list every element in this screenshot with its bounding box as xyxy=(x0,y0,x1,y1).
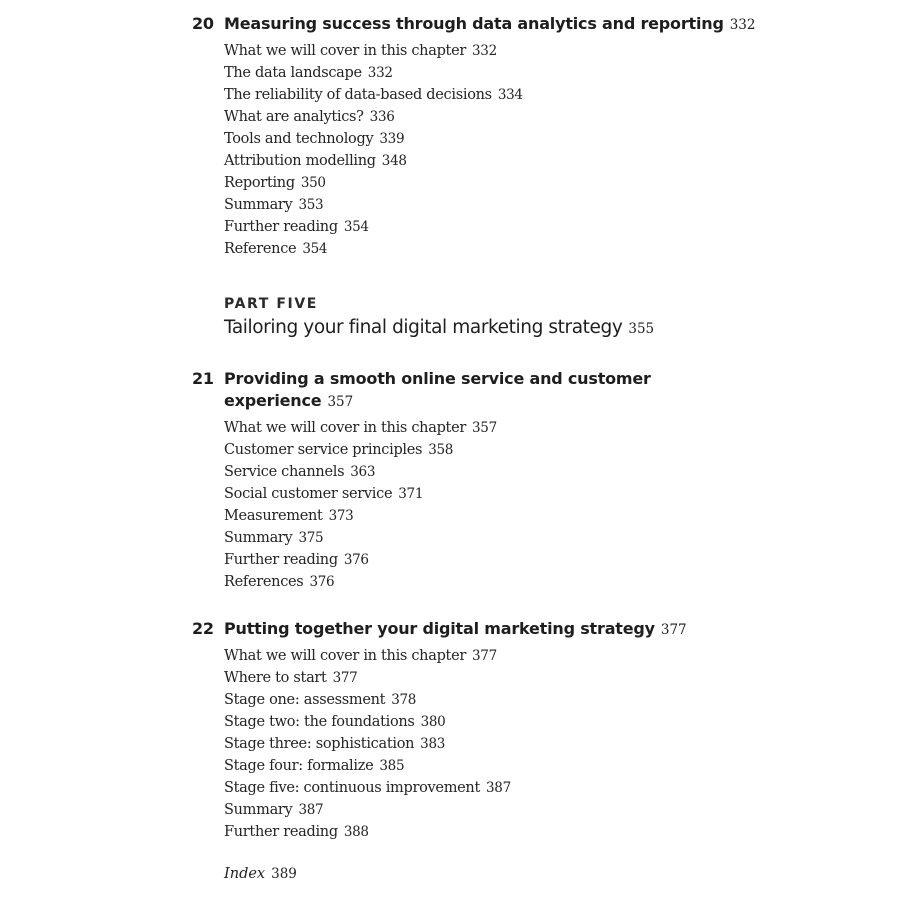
entry-page: 377 xyxy=(332,670,358,686)
chapter-20 xyxy=(192,13,852,260)
chapter-number: 20 xyxy=(192,14,214,33)
entry-page: 387 xyxy=(486,780,511,796)
entry-label: Stage four: formalize xyxy=(224,758,374,774)
chapter-page: 332 xyxy=(729,17,756,33)
entry-label: Service channels xyxy=(224,464,345,480)
toc-entry xyxy=(224,821,852,843)
toc-entry xyxy=(224,689,852,711)
toc-entry xyxy=(224,799,852,821)
part-five-heading xyxy=(224,294,654,343)
index-entry xyxy=(224,863,297,885)
index-label: Index xyxy=(224,866,266,882)
section-list xyxy=(224,417,852,593)
toc-entry xyxy=(224,439,852,461)
toc-entry xyxy=(224,667,852,689)
chapter-title-cont: experience xyxy=(224,391,322,410)
toc-entry xyxy=(224,194,852,216)
entry-page: 373 xyxy=(328,508,354,524)
chapter-title: Putting together your digital marketing strategy xyxy=(224,619,655,638)
toc-entry xyxy=(224,777,852,799)
toc-entry xyxy=(224,62,852,84)
entry-label: What we will cover in this chapter xyxy=(224,43,466,59)
toc-entry xyxy=(224,238,852,260)
toc-entry xyxy=(224,755,852,777)
entry-page: 353 xyxy=(298,197,324,213)
entry-label: What we will cover in this chapter xyxy=(224,648,466,664)
entry-page: 377 xyxy=(472,648,497,664)
toc-entry xyxy=(224,84,852,106)
entry-page: 354 xyxy=(302,241,328,257)
entry-page: 348 xyxy=(381,153,407,169)
entry-label: What are analytics? xyxy=(224,109,364,125)
chapter-title-line-1: Providing a smooth online service and customer xyxy=(224,369,651,388)
entry-page: 358 xyxy=(428,442,454,458)
entry-label: Summary xyxy=(224,197,293,213)
chapter-heading xyxy=(192,368,852,413)
entry-page: 350 xyxy=(300,175,326,191)
toc-entry xyxy=(224,645,852,667)
chapter-21 xyxy=(192,368,852,593)
entry-page: 378 xyxy=(391,692,417,708)
toc-entry xyxy=(224,172,852,194)
entry-page: 336 xyxy=(369,109,395,125)
entry-label: Further reading xyxy=(224,552,338,568)
entry-page: 376 xyxy=(343,552,369,568)
entry-page: 332 xyxy=(367,65,393,81)
entry-page: 387 xyxy=(298,802,324,818)
entry-label: Stage one: assessment xyxy=(224,692,386,708)
entry-label: Summary xyxy=(224,802,293,818)
entry-label: The data landscape xyxy=(224,65,362,81)
toc-entry xyxy=(224,216,852,238)
entry-label: Social customer service xyxy=(224,486,393,502)
entry-label: Measurement xyxy=(224,508,323,524)
entry-label: Attribution modelling xyxy=(224,153,376,169)
toc-entry xyxy=(224,549,852,571)
entry-page: 383 xyxy=(420,736,446,752)
part-title-line xyxy=(224,314,654,343)
entry-page: 334 xyxy=(497,87,523,103)
entry-label: Further reading xyxy=(224,219,338,235)
part-title: Tailoring your final digital marketing strategy xyxy=(224,317,623,338)
chapter-22 xyxy=(192,618,852,843)
entry-page: 375 xyxy=(298,530,324,546)
section-list xyxy=(224,40,852,260)
entry-label: Stage three: sophistication xyxy=(224,736,415,752)
toc-entry xyxy=(224,711,852,733)
toc-entry xyxy=(224,571,852,593)
entry-page: 354 xyxy=(343,219,369,235)
part-label: PART FIVE xyxy=(224,296,318,312)
entry-label: Summary xyxy=(224,530,293,546)
entry-page: 357 xyxy=(472,420,497,436)
toc-entry xyxy=(224,461,852,483)
entry-page: 371 xyxy=(398,486,424,502)
toc-entry xyxy=(224,40,852,62)
toc-entry xyxy=(224,505,852,527)
chapter-number: 22 xyxy=(192,619,214,638)
entry-label: References xyxy=(224,574,304,590)
entry-page: 388 xyxy=(343,824,369,840)
entry-page: 376 xyxy=(309,574,335,590)
entry-label: Reference xyxy=(224,241,297,257)
toc-entry xyxy=(224,128,852,150)
entry-page: 380 xyxy=(420,714,446,730)
chapter-heading xyxy=(192,13,852,36)
entry-label: Stage two: the foundations xyxy=(224,714,415,730)
entry-page: 363 xyxy=(350,464,376,480)
entry-page: 339 xyxy=(379,131,405,147)
entry-label: Further reading xyxy=(224,824,338,840)
toc-entry xyxy=(224,150,852,172)
chapter-title: Measuring success through data analytics and reporting xyxy=(224,14,724,33)
chapter-title-line xyxy=(224,618,852,641)
section-list xyxy=(224,645,852,843)
part-page: 355 xyxy=(628,321,655,337)
chapter-page: 377 xyxy=(660,622,687,638)
toc-entry xyxy=(224,733,852,755)
entry-label: Customer service principles xyxy=(224,442,423,458)
chapter-title-line-2 xyxy=(224,390,852,413)
index-page: 389 xyxy=(271,866,297,882)
chapter-page: 357 xyxy=(327,394,354,410)
chapter-number: 21 xyxy=(192,369,214,388)
entry-label: Stage five: continuous improvement xyxy=(224,780,480,796)
chapter-heading xyxy=(192,618,852,641)
entry-label: Where to start xyxy=(224,670,327,686)
toc-entry xyxy=(224,483,852,505)
toc-entry xyxy=(224,106,852,128)
entry-label: What we will cover in this chapter xyxy=(224,420,466,436)
toc-entry xyxy=(224,527,852,549)
entry-page: 385 xyxy=(379,758,405,774)
entry-label: The reliability of data-based decisions xyxy=(224,87,492,103)
entry-label: Reporting xyxy=(224,175,295,191)
chapter-title-line xyxy=(224,13,852,36)
entry-label: Tools and technology xyxy=(224,131,374,147)
entry-page: 332 xyxy=(472,43,497,59)
toc-entry xyxy=(224,417,852,439)
